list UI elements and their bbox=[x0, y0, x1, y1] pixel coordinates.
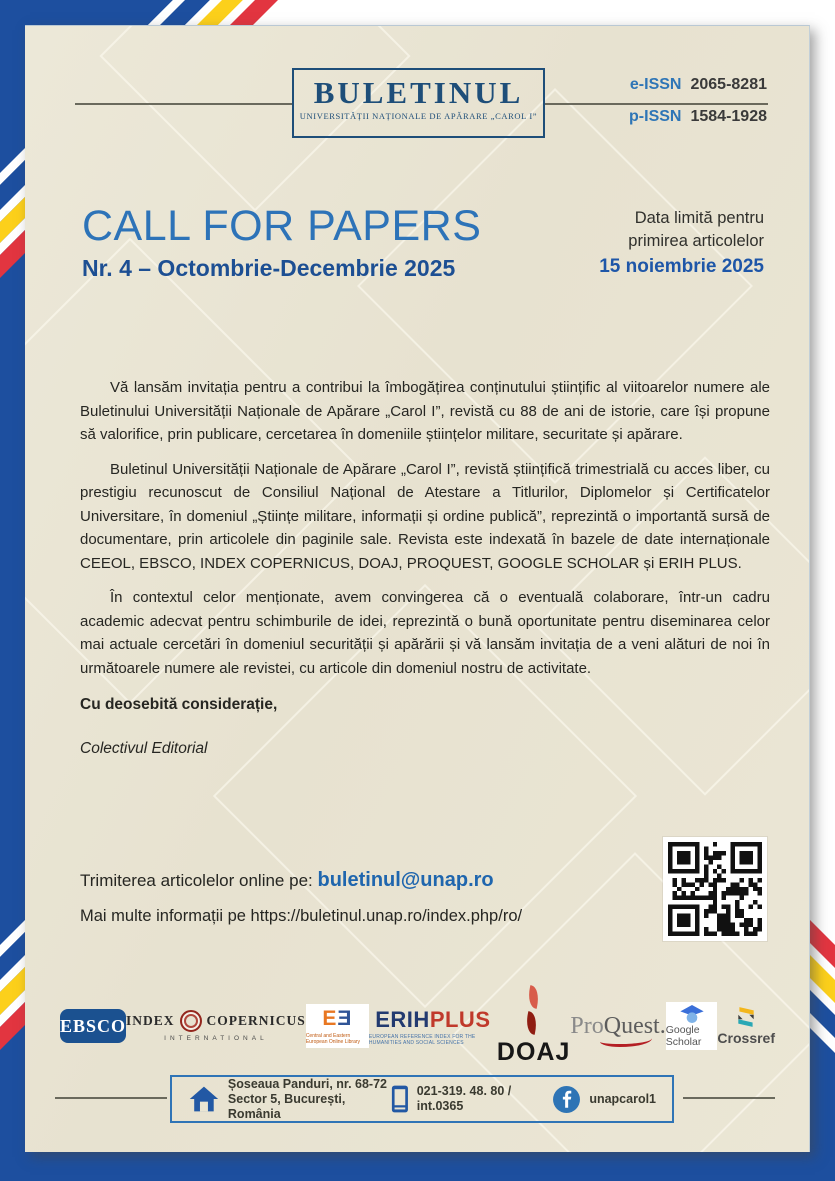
qr-code[interactable] bbox=[663, 837, 767, 941]
ebsco-logo: EBSCO bbox=[60, 1009, 126, 1043]
facebook-handle: unapcarol1 bbox=[589, 1091, 656, 1106]
address-text: Șoseaua Panduri, nr. 68-72 Sector 5, București, România bbox=[227, 1076, 388, 1121]
deadline-label-line2: primirea articolelor bbox=[628, 232, 764, 250]
graduation-cap-icon bbox=[679, 1005, 705, 1023]
masthead-rule-right bbox=[545, 103, 768, 105]
ceeol-logo: EƎ Central and Eastern European Online Library bbox=[306, 1004, 369, 1048]
info-url-line[interactable]: Mai multe informații pe https://buletinul.unap.ro/index.php/ro/ bbox=[80, 907, 523, 925]
journal-subtitle: UNIVERSITĂȚII NAȚIONALE DE APĂRARE „CAROL I” bbox=[299, 111, 538, 121]
crossref-mark-icon bbox=[734, 1006, 758, 1028]
doaj-logo: DOAJ bbox=[497, 986, 570, 1067]
e-issn-label: e-ISSN bbox=[629, 76, 682, 93]
masthead-rule-left bbox=[75, 103, 292, 105]
index-copernicus-emblem-icon bbox=[180, 1010, 202, 1032]
submission-line bbox=[80, 869, 494, 892]
phone-icon bbox=[391, 1084, 409, 1114]
journal-logo-box bbox=[292, 68, 545, 138]
p-issn-value: 1584-1928 bbox=[690, 108, 767, 125]
erih-plus-logo: ERIH PLUS EUROPEAN REFERENCE INDEX FOR THE HUMANITIES AND SOCIAL SCIENCES bbox=[368, 1006, 491, 1046]
submission-email-link[interactable]: buletinul@unap.ro bbox=[317, 869, 494, 891]
indexing-logos-row bbox=[60, 996, 776, 1066]
proquest-swoosh-icon bbox=[600, 1033, 652, 1047]
doaj-leaf-icon bbox=[523, 1011, 538, 1035]
deadline-label-line1: Data limită pentru bbox=[634, 209, 764, 227]
paragraph-1: Vă lansăm invitația pentru a contribui la îmbogățirea conținutului științific al viitoarelor numere ale Buletinului Universității Naționale de Apărare „Carol I”, revistă cu 88 de ani de istorie, care își propune să valorifice, prin publicare, cercetarea în domeniile științelor militare, securitate și apărare. bbox=[80, 379, 770, 443]
phone-group bbox=[391, 1084, 552, 1114]
submission-label: Trimiterea articolelor online pe: bbox=[80, 871, 313, 890]
e-issn-row bbox=[630, 76, 767, 94]
facebook-icon bbox=[552, 1085, 581, 1114]
journal-title: BULETINUL bbox=[313, 75, 524, 110]
house-icon bbox=[188, 1084, 220, 1114]
footer-contact-bar bbox=[170, 1075, 674, 1123]
deadline-date: 15 noiembrie 2025 bbox=[599, 256, 764, 277]
crossref-logo: Crossref bbox=[717, 1006, 775, 1046]
signature: Colectivul Editorial bbox=[80, 740, 208, 757]
address-group bbox=[188, 1077, 391, 1122]
e-issn-value: 2065-8281 bbox=[690, 76, 767, 93]
proquest-logo: ProQuest. bbox=[570, 1013, 665, 1040]
footer-rule-left bbox=[55, 1097, 167, 1099]
letter-body bbox=[80, 376, 770, 758]
phone-number: 021-319. 48. 80 / int.0365 bbox=[416, 1084, 512, 1113]
footer-rule-right bbox=[683, 1097, 775, 1099]
closing-salutation: Cu deosebită considerație, bbox=[80, 696, 278, 713]
page-title: CALL FOR PAPERS bbox=[82, 202, 482, 250]
paragraph-3: În contextul celor menționate, avem convingerea că o eventuală colaborare, într-un cadru academic adecvat pentru schimburile de idei, reprezintă o bună oportunitate pentru diseminarea celor mai actuale cercetări în domeniul securității și apărării și vă lansăm invitația de a veni alături de noi în următoarele numere ale revistei, cu articole din domeniul nostru de activitate. bbox=[80, 589, 770, 677]
p-issn-row bbox=[629, 108, 767, 126]
issue-subtitle: Nr. 4 – Octombrie-Decembrie 2025 bbox=[82, 255, 456, 281]
facebook-group bbox=[552, 1085, 656, 1114]
paragraph-2: Buletinul Universității Naționale de Apărare „Carol I”, revistă științifică trimestrială cu acces liber, cu prestigiu recunoscut de Consiliul Național de Atestare a Titlurilor, Diplomelor și Certificatelor Universitare, în domeniul „Științe militare, informații și ordine publică”, reprezintă o importantă sursă de documentare, prin articolele din paginile sale. Revista este indexată în bazele de date internaționale CEEOL, EBSCO, INDEX COPERNICUS, DOAJ, PROQUEST, GOOGLE SCHOLAR și ERIH PLUS. bbox=[80, 460, 770, 572]
google-scholar-logo: Google Scholar bbox=[666, 1002, 718, 1050]
p-issn-label: p-ISSN bbox=[629, 108, 682, 125]
flyer-page bbox=[25, 25, 810, 1152]
index-copernicus-logo: INDEX COPERNICUS INTERNATIONAL bbox=[126, 1010, 306, 1042]
doaj-leaf-icon bbox=[526, 985, 541, 1009]
deadline-block bbox=[599, 207, 764, 280]
